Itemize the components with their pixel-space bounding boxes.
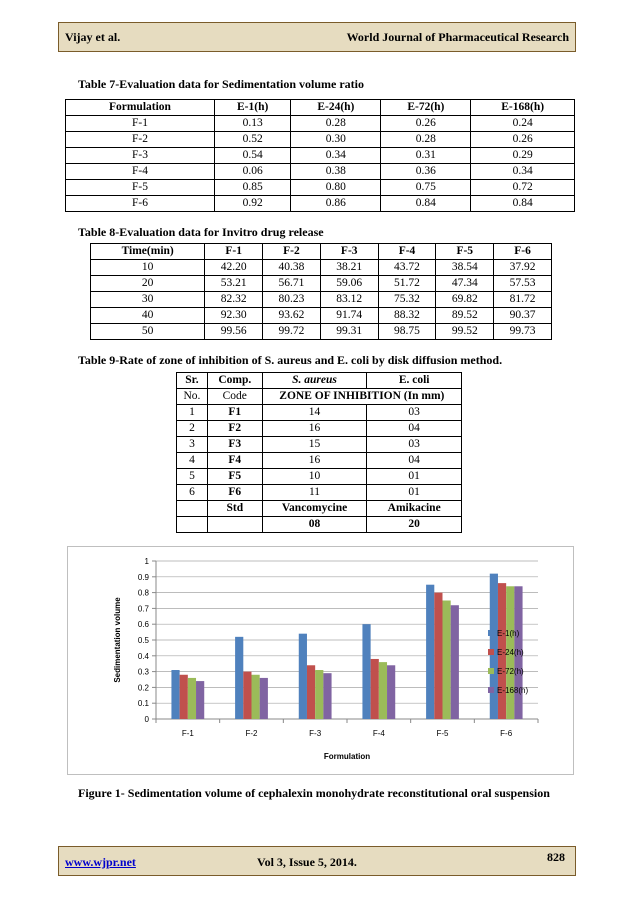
bar-e-72h — [315, 670, 323, 719]
table9-head-no: No. — [177, 389, 208, 405]
table-cell: 50 — [91, 324, 205, 340]
table-cell: 30 — [91, 292, 205, 308]
table-cell: 42.20 — [205, 260, 263, 276]
x-tick-label: F-4 — [372, 729, 385, 738]
table-cell: 0.29 — [471, 148, 575, 164]
bar-e-24h — [371, 659, 379, 719]
bar-e-24h — [243, 672, 251, 719]
legend-label: E-168(h) — [497, 686, 529, 695]
table-cell: 0.80 — [291, 180, 381, 196]
bar-e-1h — [299, 634, 307, 719]
table-cell: 20 — [91, 276, 205, 292]
x-tick-label: F-6 — [500, 729, 513, 738]
table-cell — [177, 517, 208, 533]
table9-head-comp: Comp. — [207, 373, 262, 389]
table-cell: 0.34 — [471, 164, 575, 180]
table-cell: 11 — [262, 485, 367, 501]
sedimentation-chart — [68, 547, 573, 774]
legend-swatch — [488, 668, 494, 674]
table9-head-code: Code — [207, 389, 262, 405]
running-footer — [58, 846, 576, 876]
bar-e-168h — [387, 665, 395, 719]
legend-label: E-1(h) — [497, 629, 520, 638]
table-row — [66, 116, 575, 132]
y-tick-label: 0.3 — [137, 667, 149, 677]
table-cell: 75.32 — [378, 292, 436, 308]
table-cell — [207, 517, 262, 533]
table-cell: 47.34 — [436, 276, 494, 292]
bar-e-1h — [235, 637, 243, 719]
table-cell: F-5 — [66, 180, 215, 196]
table-cell: 20 — [367, 517, 462, 533]
table7-col-header: E-1(h) — [214, 100, 290, 116]
table-cell: 92.30 — [205, 308, 263, 324]
bar-e-1h — [171, 670, 179, 719]
table-row — [66, 164, 575, 180]
table7-header-row — [66, 100, 575, 116]
table-cell: F-1 — [66, 116, 215, 132]
table-cell: 43.72 — [378, 260, 436, 276]
y-tick-label: 0.4 — [137, 651, 149, 661]
table-cell: F3 — [207, 437, 262, 453]
table-cell: 0.84 — [471, 196, 575, 212]
x-axis-title: Formulation — [323, 752, 371, 761]
table-cell: F5 — [207, 469, 262, 485]
table-row — [177, 469, 462, 485]
table-cell: 04 — [367, 421, 462, 437]
figure1-chart-frame — [67, 546, 574, 775]
table-cell: 83.12 — [320, 292, 378, 308]
y-tick-label: 1 — [144, 557, 149, 566]
table-cell: 37.92 — [494, 260, 552, 276]
table-cell: 0.38 — [291, 164, 381, 180]
table-cell: 90.37 — [494, 308, 552, 324]
table-cell: Amikacine — [367, 501, 462, 517]
header-authors: Vijay et al. — [65, 30, 121, 44]
table-cell: 0.86 — [291, 196, 381, 212]
figure1-caption: Figure 1- Sedimentation volume of cephalexin monohydrate reconstitutional oral suspension — [78, 786, 550, 800]
table-cell: 16 — [262, 453, 367, 469]
table-cell: 98.75 — [378, 324, 436, 340]
table-cell: 16 — [262, 421, 367, 437]
table-cell: 15 — [262, 437, 367, 453]
table-cell: 0.26 — [381, 116, 471, 132]
running-header — [58, 22, 576, 52]
table-cell: 0.28 — [381, 132, 471, 148]
x-tick-label: F-2 — [245, 729, 258, 738]
table7-col-header: E-168(h) — [471, 100, 575, 116]
table-row — [177, 453, 462, 469]
table-cell — [177, 501, 208, 517]
table8-col-header: F-6 — [494, 244, 552, 260]
table8-col-header: F-2 — [263, 244, 321, 260]
table-cell: F-6 — [66, 196, 215, 212]
table-row — [66, 148, 575, 164]
footer-url-link[interactable]: www.wjpr.net — [65, 855, 136, 869]
x-tick-label: F-5 — [436, 729, 449, 738]
table-cell: 0.52 — [214, 132, 290, 148]
table-cell: 03 — [367, 437, 462, 453]
legend-swatch — [488, 687, 494, 693]
x-tick-label: F-1 — [181, 729, 194, 738]
table-cell: F-4 — [66, 164, 215, 180]
table7-col-header: E-72(h) — [381, 100, 471, 116]
table-cell: F4 — [207, 453, 262, 469]
table-cell: 0.31 — [381, 148, 471, 164]
y-tick-label: 0.5 — [137, 636, 149, 645]
y-tick-label: 0.7 — [137, 604, 149, 614]
table-row — [177, 421, 462, 437]
table9-header-row-2 — [177, 389, 462, 405]
table-cell: 88.32 — [378, 308, 436, 324]
table8-caption: Table 8-Evaluation data for Invitro drug release — [78, 225, 324, 239]
table-cell: 0.75 — [381, 180, 471, 196]
bar-e-72h — [188, 678, 196, 719]
footer-issue: Vol 3, Issue 5, 2014. — [257, 855, 357, 869]
table-cell: 0.84 — [381, 196, 471, 212]
table-cell: 99.72 — [263, 324, 321, 340]
bar-e-1h — [490, 574, 498, 719]
table-cell: 81.72 — [494, 292, 552, 308]
bar-e-72h — [379, 662, 387, 719]
table-cell: 38.54 — [436, 260, 494, 276]
table8-col-header: Time(min) — [91, 244, 205, 260]
footer-page-number: 828 — [547, 850, 565, 864]
table-cell: 3 — [177, 437, 208, 453]
bar-e-168h — [451, 605, 459, 719]
table-row — [66, 180, 575, 196]
table-cell: 69.82 — [436, 292, 494, 308]
table-row — [177, 405, 462, 421]
bar-e-24h — [180, 675, 188, 719]
table-cell: 5 — [177, 469, 208, 485]
table8 — [90, 243, 552, 340]
table-row — [66, 132, 575, 148]
table7-caption: Table 7-Evaluation data for Sedimentation volume ratio — [78, 77, 365, 91]
y-tick-label: 0 — [144, 715, 149, 724]
y-tick-label: 0.6 — [137, 620, 149, 630]
table-cell: 93.62 — [263, 308, 321, 324]
table-cell: 0.85 — [214, 180, 290, 196]
table-cell: F6 — [207, 485, 262, 501]
table8-header-row — [91, 244, 552, 260]
y-tick-label: 0.1 — [137, 699, 149, 709]
table-cell: 56.71 — [263, 276, 321, 292]
table-cell: 99.52 — [436, 324, 494, 340]
table-row — [177, 485, 462, 501]
y-tick-label: 0.2 — [137, 683, 149, 693]
table-row — [91, 276, 552, 292]
table8-col-header: F-5 — [436, 244, 494, 260]
table-cell: 57.53 — [494, 276, 552, 292]
table-cell: 99.31 — [320, 324, 378, 340]
table-row — [91, 292, 552, 308]
table-cell: 0.92 — [214, 196, 290, 212]
table-cell: 40.38 — [263, 260, 321, 276]
y-axis-title: Sedimentation volume — [113, 597, 122, 683]
bar-e-24h — [307, 665, 315, 719]
table-row — [91, 260, 552, 276]
table-cell: 1 — [177, 405, 208, 421]
table9-head-zone: ZONE OF INHIBITION (In mm) — [262, 389, 461, 405]
table-cell: 0.34 — [291, 148, 381, 164]
table8-col-header: F-4 — [378, 244, 436, 260]
legend-label: E-24(h) — [497, 648, 524, 657]
table-cell: 0.26 — [471, 132, 575, 148]
header-journal: World Journal of Pharmaceutical Research — [346, 30, 569, 44]
table-cell: 0.24 — [471, 116, 575, 132]
table-cell: 38.21 — [320, 260, 378, 276]
table-cell: F2 — [207, 421, 262, 437]
table-cell: F-3 — [66, 148, 215, 164]
legend-swatch — [488, 630, 494, 636]
table-cell: 99.73 — [494, 324, 552, 340]
legend-label: E-72(h) — [497, 667, 524, 676]
table-cell: 89.52 — [436, 308, 494, 324]
bar-e-168h — [196, 681, 204, 719]
table-row — [177, 437, 462, 453]
legend-swatch — [488, 649, 494, 655]
table-cell: 10 — [91, 260, 205, 276]
table8-col-header: F-3 — [320, 244, 378, 260]
table-cell: 0.28 — [291, 116, 381, 132]
table-cell: Vancomycine — [262, 501, 367, 517]
table-cell: 4 — [177, 453, 208, 469]
table9-header-row-1 — [177, 373, 462, 389]
table8-col-header: F-1 — [205, 244, 263, 260]
table-cell: 91.74 — [320, 308, 378, 324]
y-tick-label: 0.9 — [137, 572, 149, 582]
table-cell: F-2 — [66, 132, 215, 148]
table-cell: 82.32 — [205, 292, 263, 308]
table-cell: 2 — [177, 421, 208, 437]
table7-col-header: Formulation — [66, 100, 215, 116]
bar-e-72h — [252, 675, 260, 719]
table-row — [91, 324, 552, 340]
table-cell: 14 — [262, 405, 367, 421]
table9-std-values-row — [177, 517, 462, 533]
table-cell: 6 — [177, 485, 208, 501]
table-cell: 0.13 — [214, 116, 290, 132]
table9-head-saureus: S. aureus — [262, 373, 367, 389]
y-tick-label: 0.8 — [137, 588, 149, 598]
table9-caption: Table 9-Rate of zone of inhibition of S. aureus and E. coli by disk diffusion method. — [78, 353, 503, 367]
bar-e-168h — [323, 673, 331, 719]
table7-col-header: E-24(h) — [291, 100, 381, 116]
bar-e-72h — [443, 601, 451, 720]
table-cell: 59.06 — [320, 276, 378, 292]
table-cell: 0.30 — [291, 132, 381, 148]
table-cell: 03 — [367, 405, 462, 421]
table9-std-row — [177, 501, 462, 517]
table-cell: 01 — [367, 469, 462, 485]
table-cell: 99.56 — [205, 324, 263, 340]
bar-e-168h — [260, 678, 268, 719]
table-cell: 53.21 — [205, 276, 263, 292]
bar-e-24h — [434, 593, 442, 719]
table-cell: 0.54 — [214, 148, 290, 164]
table-cell: 80.23 — [263, 292, 321, 308]
table-cell: 40 — [91, 308, 205, 324]
table9-head-ecoli: E. coli — [367, 373, 462, 389]
bar-e-1h — [426, 585, 434, 719]
table-cell: 51.72 — [378, 276, 436, 292]
table7 — [65, 99, 575, 212]
table-cell: 04 — [367, 453, 462, 469]
table-cell: 01 — [367, 485, 462, 501]
table-cell: F1 — [207, 405, 262, 421]
bar-e-1h — [362, 624, 370, 719]
table-row — [91, 308, 552, 324]
table-cell: 0.72 — [471, 180, 575, 196]
table-cell: 08 — [262, 517, 367, 533]
table-cell: 0.06 — [214, 164, 290, 180]
table9 — [176, 372, 462, 533]
table9-head-srno: Sr. — [177, 373, 208, 389]
x-tick-label: F-3 — [309, 729, 322, 738]
table-cell: Std — [207, 501, 262, 517]
table-cell: 0.36 — [381, 164, 471, 180]
table-row — [66, 196, 575, 212]
table-cell: 10 — [262, 469, 367, 485]
